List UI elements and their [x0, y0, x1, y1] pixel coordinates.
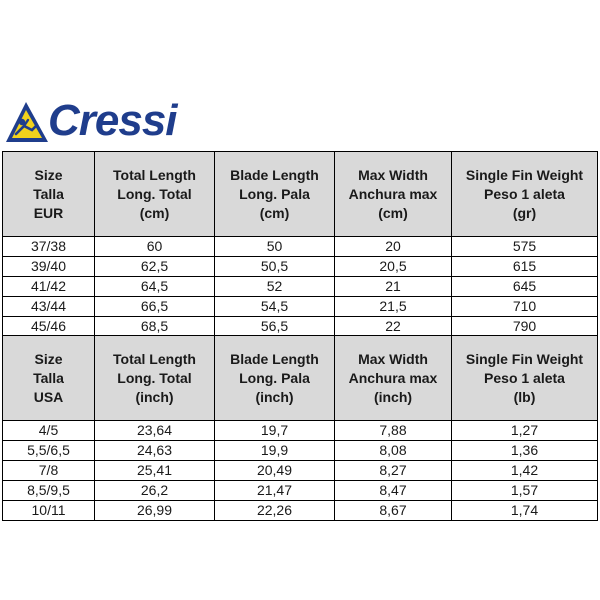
table-row [3, 421, 598, 441]
cell-blade-length: 52 [215, 277, 335, 297]
header-size: Size Talla EUR [3, 152, 95, 237]
cell-max-width: 7,88 [335, 421, 452, 441]
cell-fin-weight: 710 [452, 297, 598, 317]
cell-max-width: 20,5 [335, 257, 452, 277]
cell-max-width: 8,27 [335, 461, 452, 481]
header-blade-length: Blade Length Long. Pala (inch) [215, 336, 335, 421]
cell-blade-length: 50 [215, 237, 335, 257]
cell-size: 45/46 [3, 317, 95, 337]
size-table-eur [2, 151, 598, 337]
cell-total-length: 23,64 [95, 421, 215, 441]
cell-size: 41/42 [3, 277, 95, 297]
cell-blade-length: 21,47 [215, 481, 335, 501]
table-row [3, 257, 598, 277]
header-total-length: Total Length Long. Total (cm) [95, 152, 215, 237]
header-fin-weight: Single Fin Weight Peso 1 aleta (gr) [452, 152, 598, 237]
cell-blade-length: 56,5 [215, 317, 335, 337]
size-table-usa [2, 335, 598, 521]
header-total-length: Total Length Long. Total (inch) [95, 336, 215, 421]
cell-max-width: 21 [335, 277, 452, 297]
cell-size: 7/8 [3, 461, 95, 481]
cressi-wordmark: Cressi [48, 96, 177, 145]
header-size: Size Talla USA [3, 336, 95, 421]
cell-fin-weight: 1,74 [452, 501, 598, 521]
cell-size: 5,5/6,5 [3, 441, 95, 461]
cell-total-length: 26,99 [95, 501, 215, 521]
cell-blade-length: 22,26 [215, 501, 335, 521]
cell-size: 37/38 [3, 237, 95, 257]
table-row [3, 461, 598, 481]
cell-fin-weight: 1,36 [452, 441, 598, 461]
header-max-width: Max Width Anchura max (cm) [335, 152, 452, 237]
cell-blade-length: 20,49 [215, 461, 335, 481]
cell-total-length: 66,5 [95, 297, 215, 317]
cell-max-width: 21,5 [335, 297, 452, 317]
cell-max-width: 8,08 [335, 441, 452, 461]
table-header-row [3, 152, 598, 237]
cell-size: 10/11 [3, 501, 95, 521]
cell-blade-length: 19,7 [215, 421, 335, 441]
cell-total-length: 62,5 [95, 257, 215, 277]
cell-blade-length: 50,5 [215, 257, 335, 277]
cell-fin-weight: 645 [452, 277, 598, 297]
cell-max-width: 20 [335, 237, 452, 257]
cell-total-length: 26,2 [95, 481, 215, 501]
cell-blade-length: 54,5 [215, 297, 335, 317]
table-row [3, 481, 598, 501]
cell-blade-length: 19,9 [215, 441, 335, 461]
table-header-row [3, 336, 598, 421]
cell-size: 4/5 [3, 421, 95, 441]
cressi-logo [2, 96, 187, 146]
cell-size: 43/44 [3, 297, 95, 317]
cell-fin-weight: 1,42 [452, 461, 598, 481]
cell-max-width: 22 [335, 317, 452, 337]
cell-total-length: 60 [95, 237, 215, 257]
table-row [3, 501, 598, 521]
table-row [3, 297, 598, 317]
header-blade-length: Blade Length Long. Pala (cm) [215, 152, 335, 237]
table-row [3, 237, 598, 257]
cell-total-length: 25,41 [95, 461, 215, 481]
table-row [3, 317, 598, 337]
header-max-width: Max Width Anchura max (inch) [335, 336, 452, 421]
cell-total-length: 24,63 [95, 441, 215, 461]
cell-size: 39/40 [3, 257, 95, 277]
cell-fin-weight: 1,27 [452, 421, 598, 441]
cell-size: 8,5/9,5 [3, 481, 95, 501]
cell-fin-weight: 1,57 [452, 481, 598, 501]
table-row [3, 441, 598, 461]
cell-total-length: 64,5 [95, 277, 215, 297]
cell-fin-weight: 615 [452, 257, 598, 277]
cell-total-length: 68,5 [95, 317, 215, 337]
cell-max-width: 8,47 [335, 481, 452, 501]
cell-fin-weight: 575 [452, 237, 598, 257]
table-row [3, 277, 598, 297]
cressi-diver-icon [2, 96, 52, 146]
header-fin-weight: Single Fin Weight Peso 1 aleta (lb) [452, 336, 598, 421]
cell-max-width: 8,67 [335, 501, 452, 521]
cell-fin-weight: 790 [452, 317, 598, 337]
